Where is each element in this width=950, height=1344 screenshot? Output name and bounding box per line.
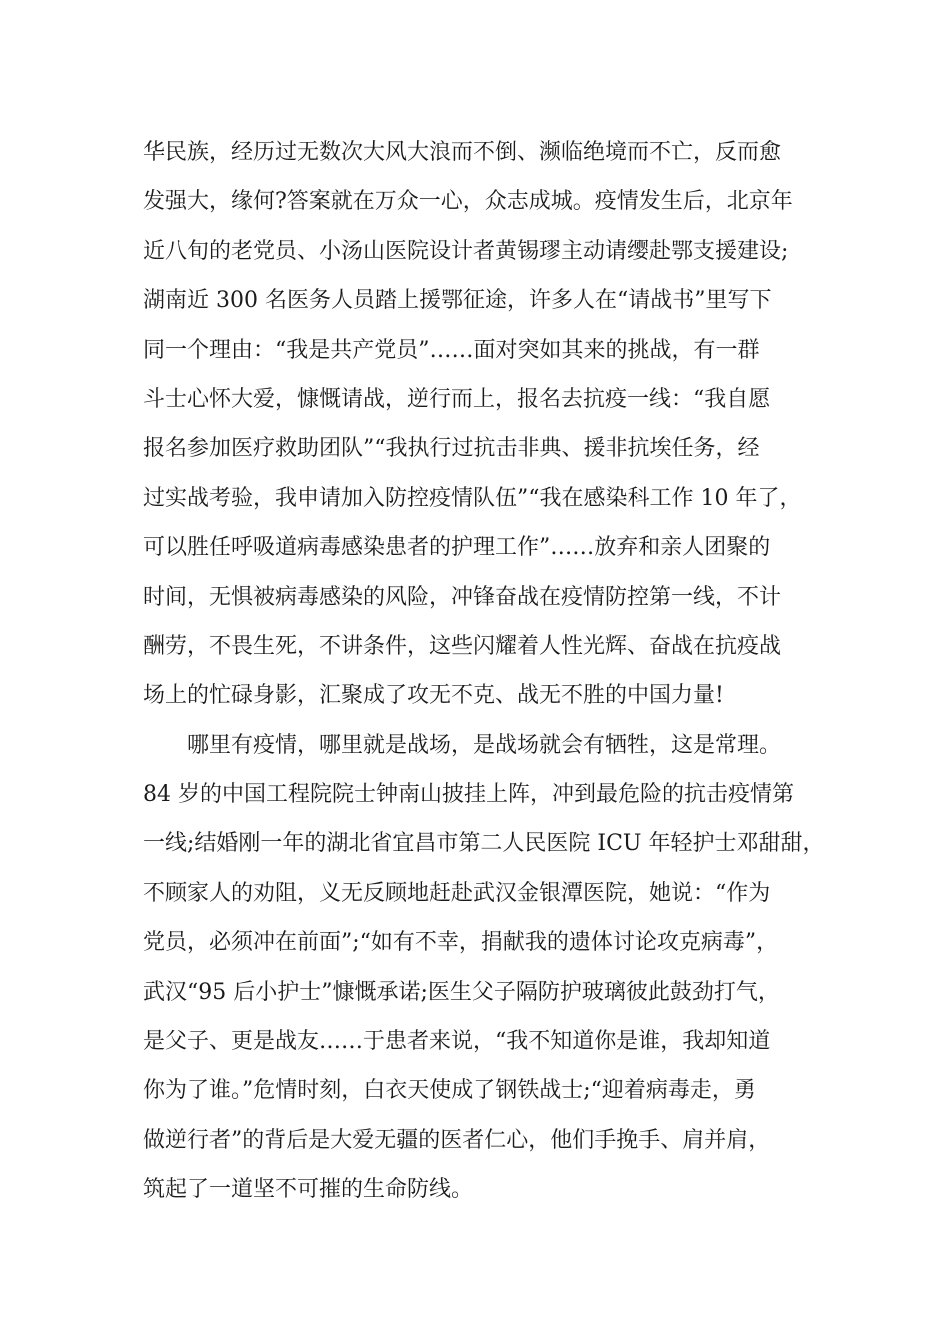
text-line: 湖南近 300 名医务人员踏上援鄂征途，许多人在“请战书”里写下 — [143, 288, 772, 314]
body-text — [143, 128, 823, 1215]
text-line: 你为了谁。”危情时刻，白衣天使成了钢铁战士;“迎着病毒走，勇 — [143, 1078, 756, 1104]
text-line: 酬劳，不畏生死，不讲条件，这些闪耀着人性光辉、奋战在抗疫战 — [143, 633, 782, 659]
text-line: 场上的忙碌身影，汇聚成了攻无不克、战无不胜的中国力量! — [143, 683, 724, 709]
text-line: 同一个理由：“我是共产党员”……面对突如其来的挑战，有一群 — [143, 337, 760, 363]
paragraph-start-line: 哪里有疫情，哪里就是战场，是战场就会有牺牲，这是常理。 — [143, 732, 782, 758]
text-line: 华民族，经历过无数次大风大浪而不倒、濒临绝境而不亡，反而愈 — [143, 140, 782, 165]
text-line: 一线;结婚刚一年的湖北省宜昌市第二人民医院 ICU 年轻护士邓甜甜， — [143, 831, 825, 857]
text-line: 做逆行者”的背后是大爱无疆的医者仁心，他们手挽手、肩并肩， — [143, 1127, 771, 1153]
text-line: 过实战考验，我申请加入防控疫情队伍”“我在感染科工作 10 年了， — [143, 485, 802, 511]
text-line: 发强大，缘何?答案就在万众一心，众志成城。疫情发生后，北京年 — [143, 189, 793, 215]
text-line: 可以胜任呼吸道病毒感染患者的护理工作”……放弃和亲人团聚的 — [143, 535, 771, 561]
text-line: 党员，必须冲在前面”;“如有不幸，捐献我的遗体讨论攻克病毒”， — [143, 930, 779, 956]
text-line: 武汉“95 后小护士”慷慨承诺;医生父子隔防护玻璃彼此鼓劲打气， — [143, 979, 780, 1005]
text-line: 时间，无惧被病毒感染的风险，冲锋奋战在疫情防控第一线，不计 — [143, 584, 782, 610]
text-line: 84 岁的中国工程院院士钟南山披挂上阵，冲到最危险的抗击疫情第 — [143, 782, 794, 808]
text-line: 报名参加医疗救助团队”“我执行过抗击非典、援非抗埃任务，经 — [143, 436, 760, 462]
text-line: 筑起了一道坚不可摧的生命防线。 — [143, 1177, 474, 1203]
text-line: 是父子、更是战友……于患者来说，“我不知道你是谁，我却知道 — [143, 1029, 771, 1055]
text-line: 斗士心怀大爱，慷慨请战，逆行而上，报名去抗疫一线：“我自愿 — [143, 386, 771, 412]
text-line: 不顾家人的劝阻，义无反顾地赶赴武汉金银潭医院，她说：“作为 — [143, 880, 771, 906]
text-line: 近八旬的老党员、小汤山医院设计者黄锡璆主动请缨赴鄂支援建设; — [143, 238, 789, 264]
